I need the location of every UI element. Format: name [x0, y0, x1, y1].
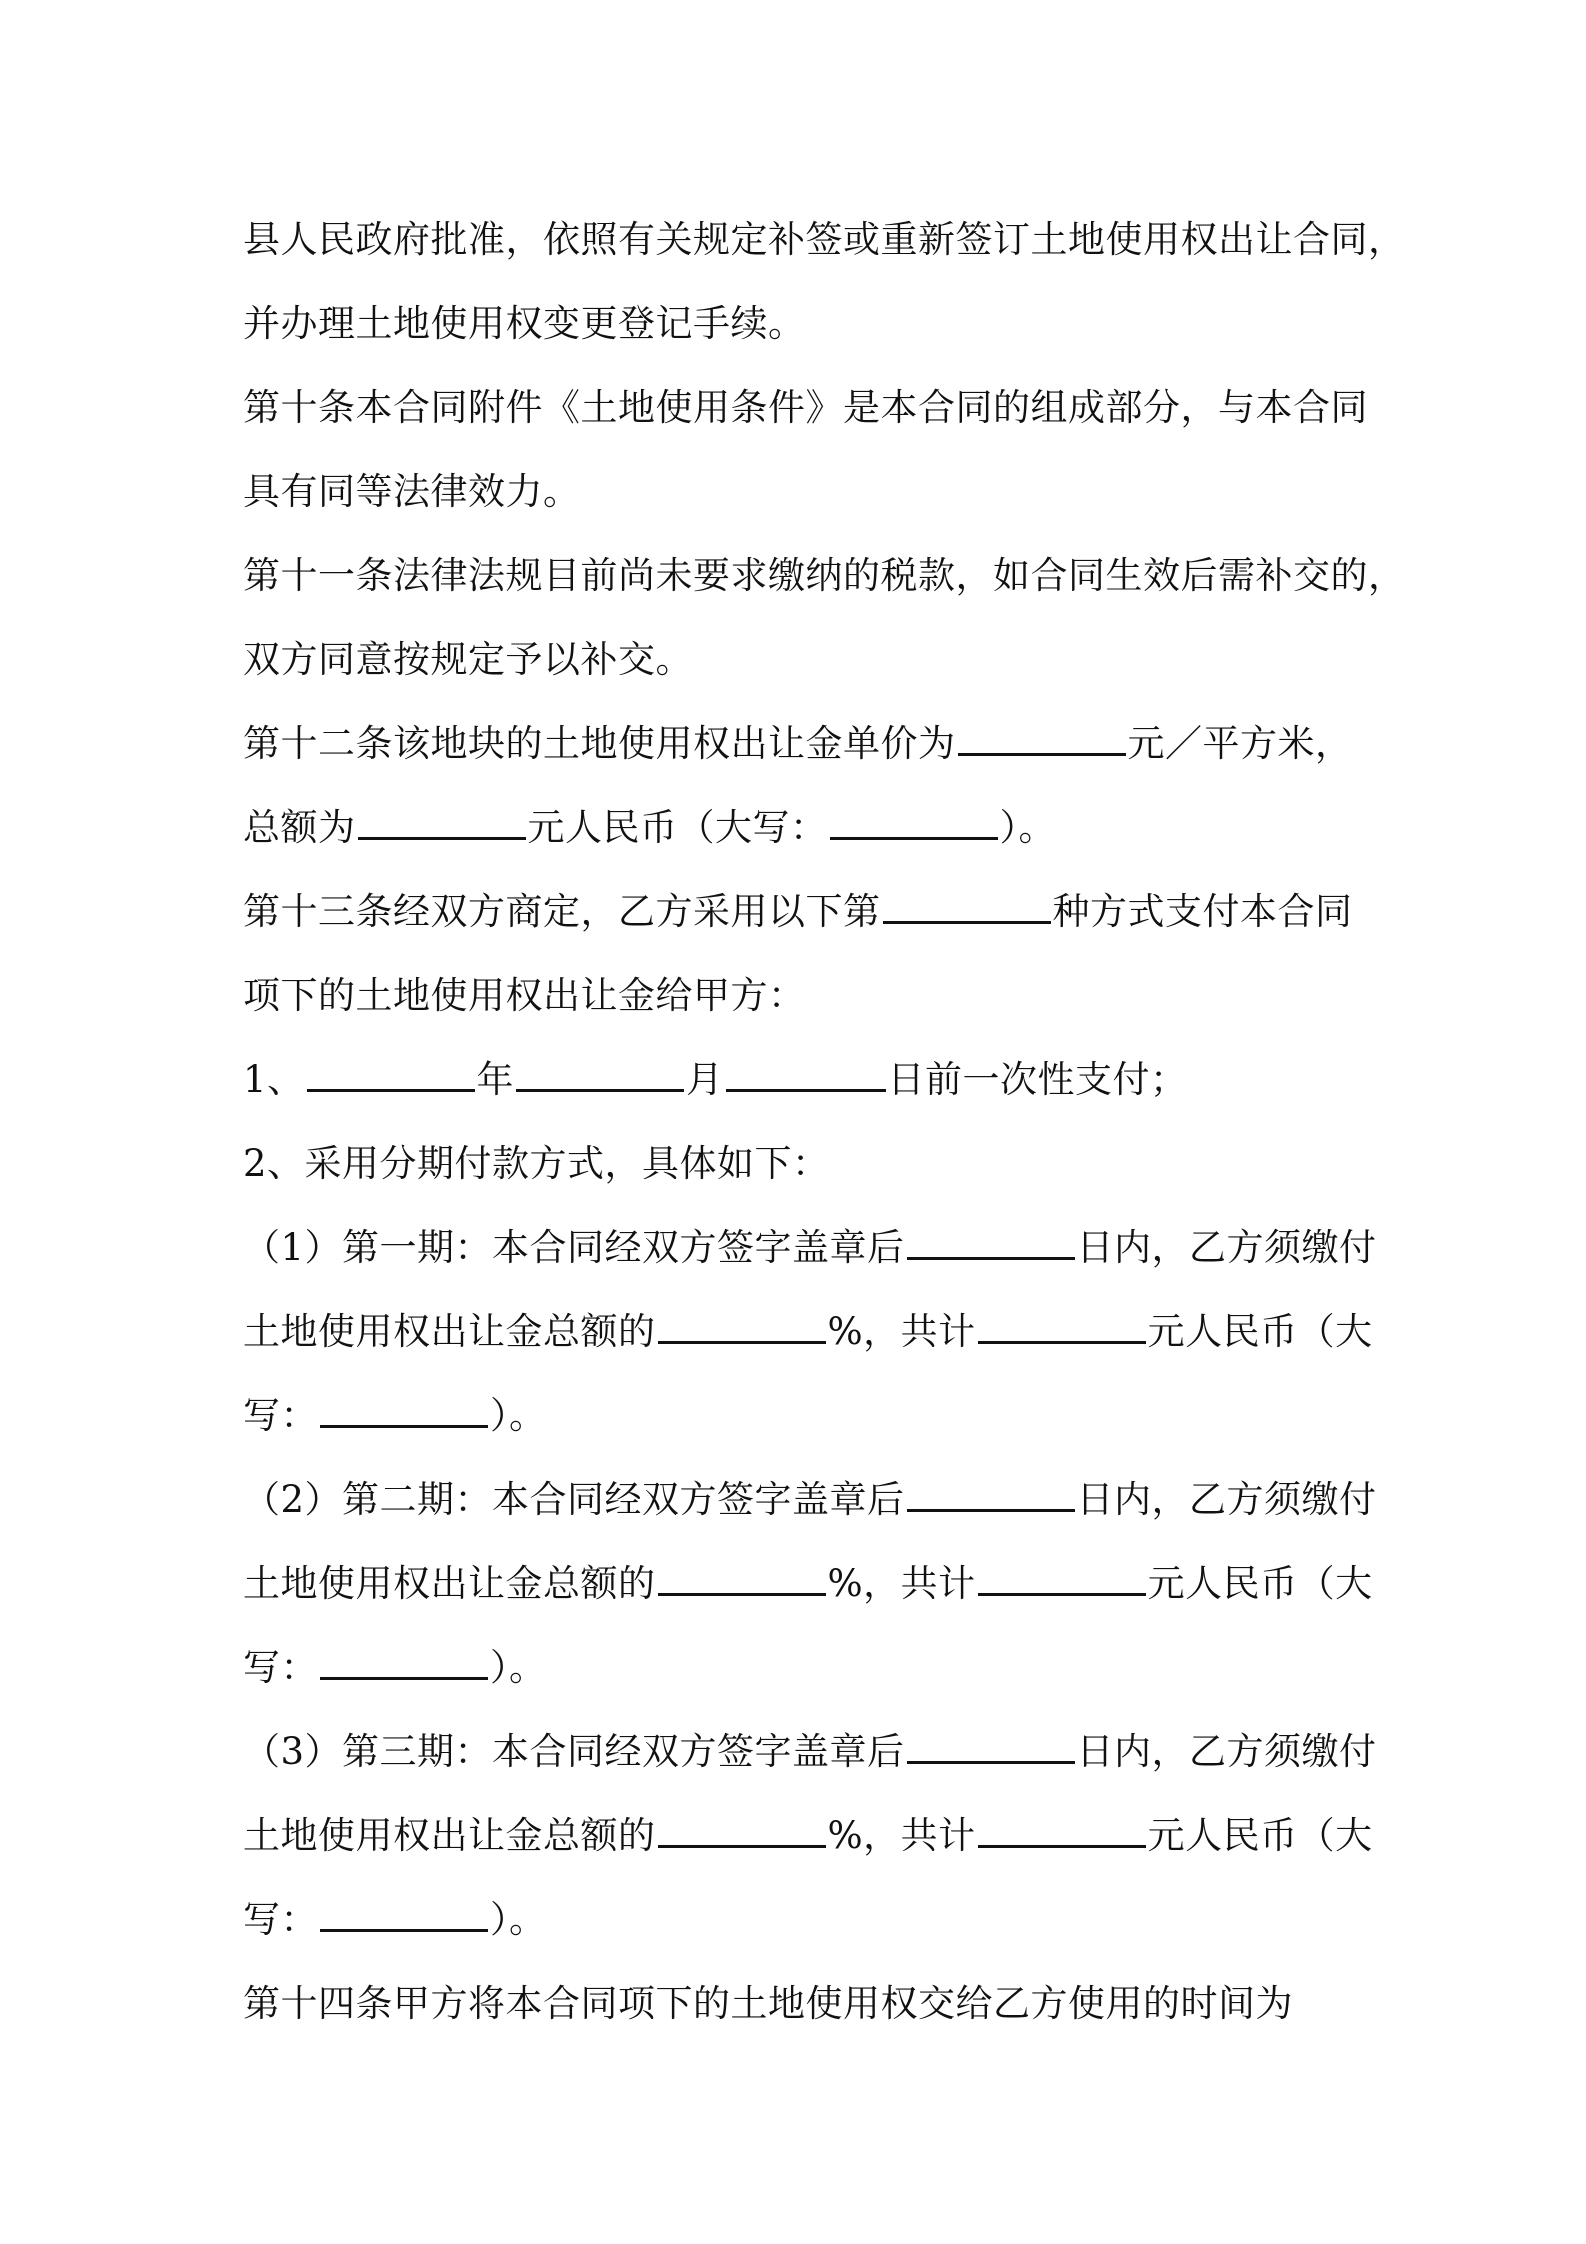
installment-caps-suffix: ）。: [490, 1898, 547, 1941]
installment-3-caps-blank[interactable]: [320, 1885, 488, 1932]
installment-1-caps-blank[interactable]: [320, 1381, 488, 1428]
option-2-line: 2、采用分期付款方式，具体如下：: [243, 1142, 830, 1185]
installment-caps-prefix: 写：: [243, 1394, 318, 1437]
installment-2-line-1: [243, 1465, 1377, 1549]
installment-1-days-blank[interactable]: [907, 1213, 1075, 1260]
total-amount-blank[interactable]: [358, 793, 526, 840]
installment-1-line-2: [243, 1297, 1373, 1381]
installment-1-line-3: [243, 1381, 1363, 1465]
installment-caps-prefix: 写：: [243, 1898, 318, 1941]
installment-label: （1）第一期：本合同经双方签字盖章后: [243, 1226, 905, 1269]
installment-label: （2）第二期：本合同经双方签字盖章后: [243, 1478, 905, 1521]
installment-pct-prefix: 土地使用权出让金总额的: [243, 1814, 656, 1857]
installment-pct-suffix: %，共计: [827, 1562, 976, 1605]
article-12-text: 第十二条该地块的土地使用权出让金单价为: [243, 722, 956, 765]
article-12-unit: 元／平方米，: [1127, 722, 1353, 765]
installment-3-amount-blank[interactable]: [978, 1801, 1146, 1848]
installment-caps-suffix: ）。: [490, 1394, 547, 1437]
installment-pct-prefix: 土地使用权出让金总额的: [243, 1562, 656, 1605]
installment-3-line-1: [243, 1717, 1377, 1801]
option-1-suffix: 日前一次性支付；: [887, 1058, 1188, 1101]
year-label: 年: [476, 1058, 515, 1101]
installment-2-pct-blank[interactable]: [658, 1549, 826, 1596]
text-line-1: 县人民政府批准，依照有关规定补签或重新签订土地使用权出让合同，: [243, 218, 1406, 261]
installment-days-suffix: 日内，乙方须缴付: [1076, 1478, 1377, 1521]
installment-pct-prefix: 土地使用权出让金总额的: [243, 1310, 656, 1353]
total-close: ）。: [999, 806, 1056, 849]
installment-amount-suffix: 元人民币（大: [1147, 1562, 1373, 1605]
installment-amount-suffix: 元人民币（大: [1147, 1310, 1373, 1353]
installment-3-line-2: [243, 1801, 1373, 1885]
month-label: 月: [686, 1058, 724, 1101]
installment-caps-prefix: 写：: [243, 1646, 318, 1689]
installment-caps-suffix: ）。: [490, 1646, 547, 1689]
text-line-5: 第十一条法律法规目前尚未要求缴纳的税款，如合同生效后需补交的，: [243, 554, 1406, 597]
option-1-prefix: 1、: [243, 1058, 305, 1101]
unit-price-blank[interactable]: [958, 709, 1126, 756]
article-13-line-2: 项下的土地使用权出让金给甲方：: [243, 974, 806, 1017]
installment-1-pct-blank[interactable]: [658, 1297, 826, 1344]
installment-2-caps-blank[interactable]: [320, 1633, 488, 1680]
installment-days-suffix: 日内，乙方须缴付: [1076, 1226, 1377, 1269]
article-13-line-1: [243, 877, 1363, 961]
total-label: 总额为: [243, 806, 356, 849]
article-12-line-1: [243, 709, 1363, 793]
payment-option-blank[interactable]: [883, 877, 1051, 924]
installment-1-line-1: [243, 1213, 1377, 1297]
installment-3-pct-blank[interactable]: [658, 1801, 826, 1848]
installment-2-days-blank[interactable]: [907, 1465, 1075, 1512]
day-blank[interactable]: [726, 1045, 886, 1092]
installment-2-line-3: [243, 1633, 1363, 1717]
article-13-end: 种方式支付本合同: [1052, 890, 1353, 933]
installment-label: （3）第三期：本合同经双方签字盖章后: [243, 1730, 905, 1773]
article-13-text: 第十三条经双方商定，乙方采用以下第: [243, 890, 881, 933]
installment-pct-suffix: %，共计: [827, 1310, 976, 1353]
total-caps-label: 元人民币（大写：: [527, 806, 828, 849]
installment-3-line-3: [243, 1885, 1363, 1969]
text-line-4: 具有同等法律效力。: [243, 470, 581, 513]
option-1-line: [243, 1045, 1363, 1129]
month-blank[interactable]: [516, 1045, 684, 1092]
year-blank[interactable]: [307, 1045, 475, 1092]
installment-3-days-blank[interactable]: [907, 1717, 1075, 1764]
installment-1-amount-blank[interactable]: [978, 1297, 1146, 1344]
installment-pct-suffix: %，共计: [827, 1814, 976, 1857]
installment-2-line-2: [243, 1549, 1373, 1633]
text-line-6: 双方同意按规定予以补交。: [243, 638, 693, 681]
article-14-line: 第十四条甲方将本合同项下的土地使用权交给乙方使用的时间为: [243, 1982, 1293, 2025]
installment-2-amount-blank[interactable]: [978, 1549, 1146, 1596]
text-line-2: 并办理土地使用权变更登记手续。: [243, 302, 806, 345]
text-line-3: 第十条本合同附件《土地使用条件》是本合同的组成部分，与本合同: [243, 386, 1368, 429]
document-body: [243, 205, 1406, 2053]
article-12-line-2: [243, 793, 1363, 877]
total-caps-blank[interactable]: [830, 793, 998, 840]
installment-amount-suffix: 元人民币（大: [1147, 1814, 1373, 1857]
installment-days-suffix: 日内，乙方须缴付: [1076, 1730, 1377, 1773]
